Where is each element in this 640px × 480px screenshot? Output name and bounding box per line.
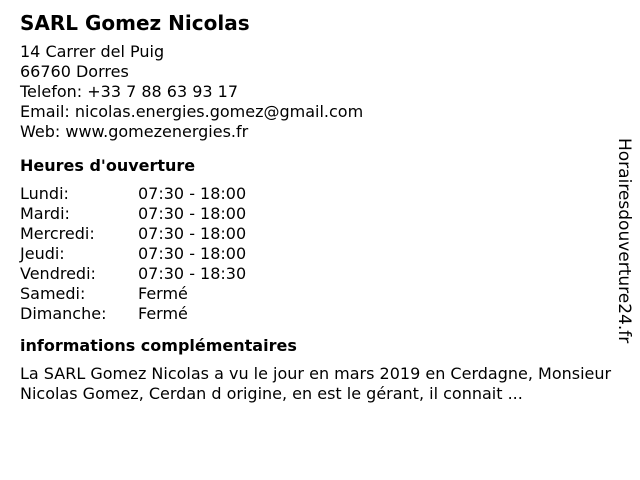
time-value: 07:30 - 18:00 xyxy=(138,204,247,223)
opening-hours-list xyxy=(20,184,620,324)
day-label: Jeudi: xyxy=(20,244,65,263)
hours-row-thursday xyxy=(20,244,620,264)
hours-row-monday xyxy=(20,184,620,204)
day-label: Samedi: xyxy=(20,284,86,303)
day-label: Mercredi: xyxy=(20,224,95,243)
business-name: SARL Gomez Nicolas xyxy=(20,11,250,35)
info-description: La SARL Gomez Nicolas a vu le jour en mars 2019 en Cerdagne, Monsieur Nicolas Gomez, Cerdan d origine, en est le gérant, il connait ... xyxy=(20,364,612,403)
time-value: 07:30 - 18:00 xyxy=(138,224,247,243)
day-label: Dimanche: xyxy=(20,304,107,323)
address-line-1: 14 Carrer del Puig xyxy=(20,42,165,61)
day-label: Mardi: xyxy=(20,204,70,223)
watermark-text: Horairesdouverture24.fr xyxy=(614,138,634,344)
watermark xyxy=(612,136,636,346)
info-heading: informations complémentaires xyxy=(20,336,297,355)
day-label: Vendredi: xyxy=(20,264,96,283)
hours-heading: Heures d'ouverture xyxy=(20,156,196,175)
time-value: 07:30 - 18:00 xyxy=(138,184,247,203)
day-label: Lundi: xyxy=(20,184,69,203)
email-address: Email: nicolas.energies.gomez@gmail.com xyxy=(20,102,364,121)
hours-row-sunday xyxy=(20,304,620,324)
hours-row-friday xyxy=(20,264,620,284)
time-value: Fermé xyxy=(138,284,188,303)
phone-number: Telefon: +33 7 88 63 93 17 xyxy=(20,82,239,101)
business-card xyxy=(20,10,620,404)
hours-row-tuesday xyxy=(20,204,620,224)
address-line-2: 66760 Dorres xyxy=(20,62,129,81)
website: Web: www.gomezenergies.fr xyxy=(20,122,249,141)
time-value: 07:30 - 18:00 xyxy=(138,244,247,263)
hours-row-saturday xyxy=(20,284,620,304)
hours-row-wednesday xyxy=(20,224,620,244)
time-value: Fermé xyxy=(138,304,188,323)
time-value: 07:30 - 18:30 xyxy=(138,264,247,283)
